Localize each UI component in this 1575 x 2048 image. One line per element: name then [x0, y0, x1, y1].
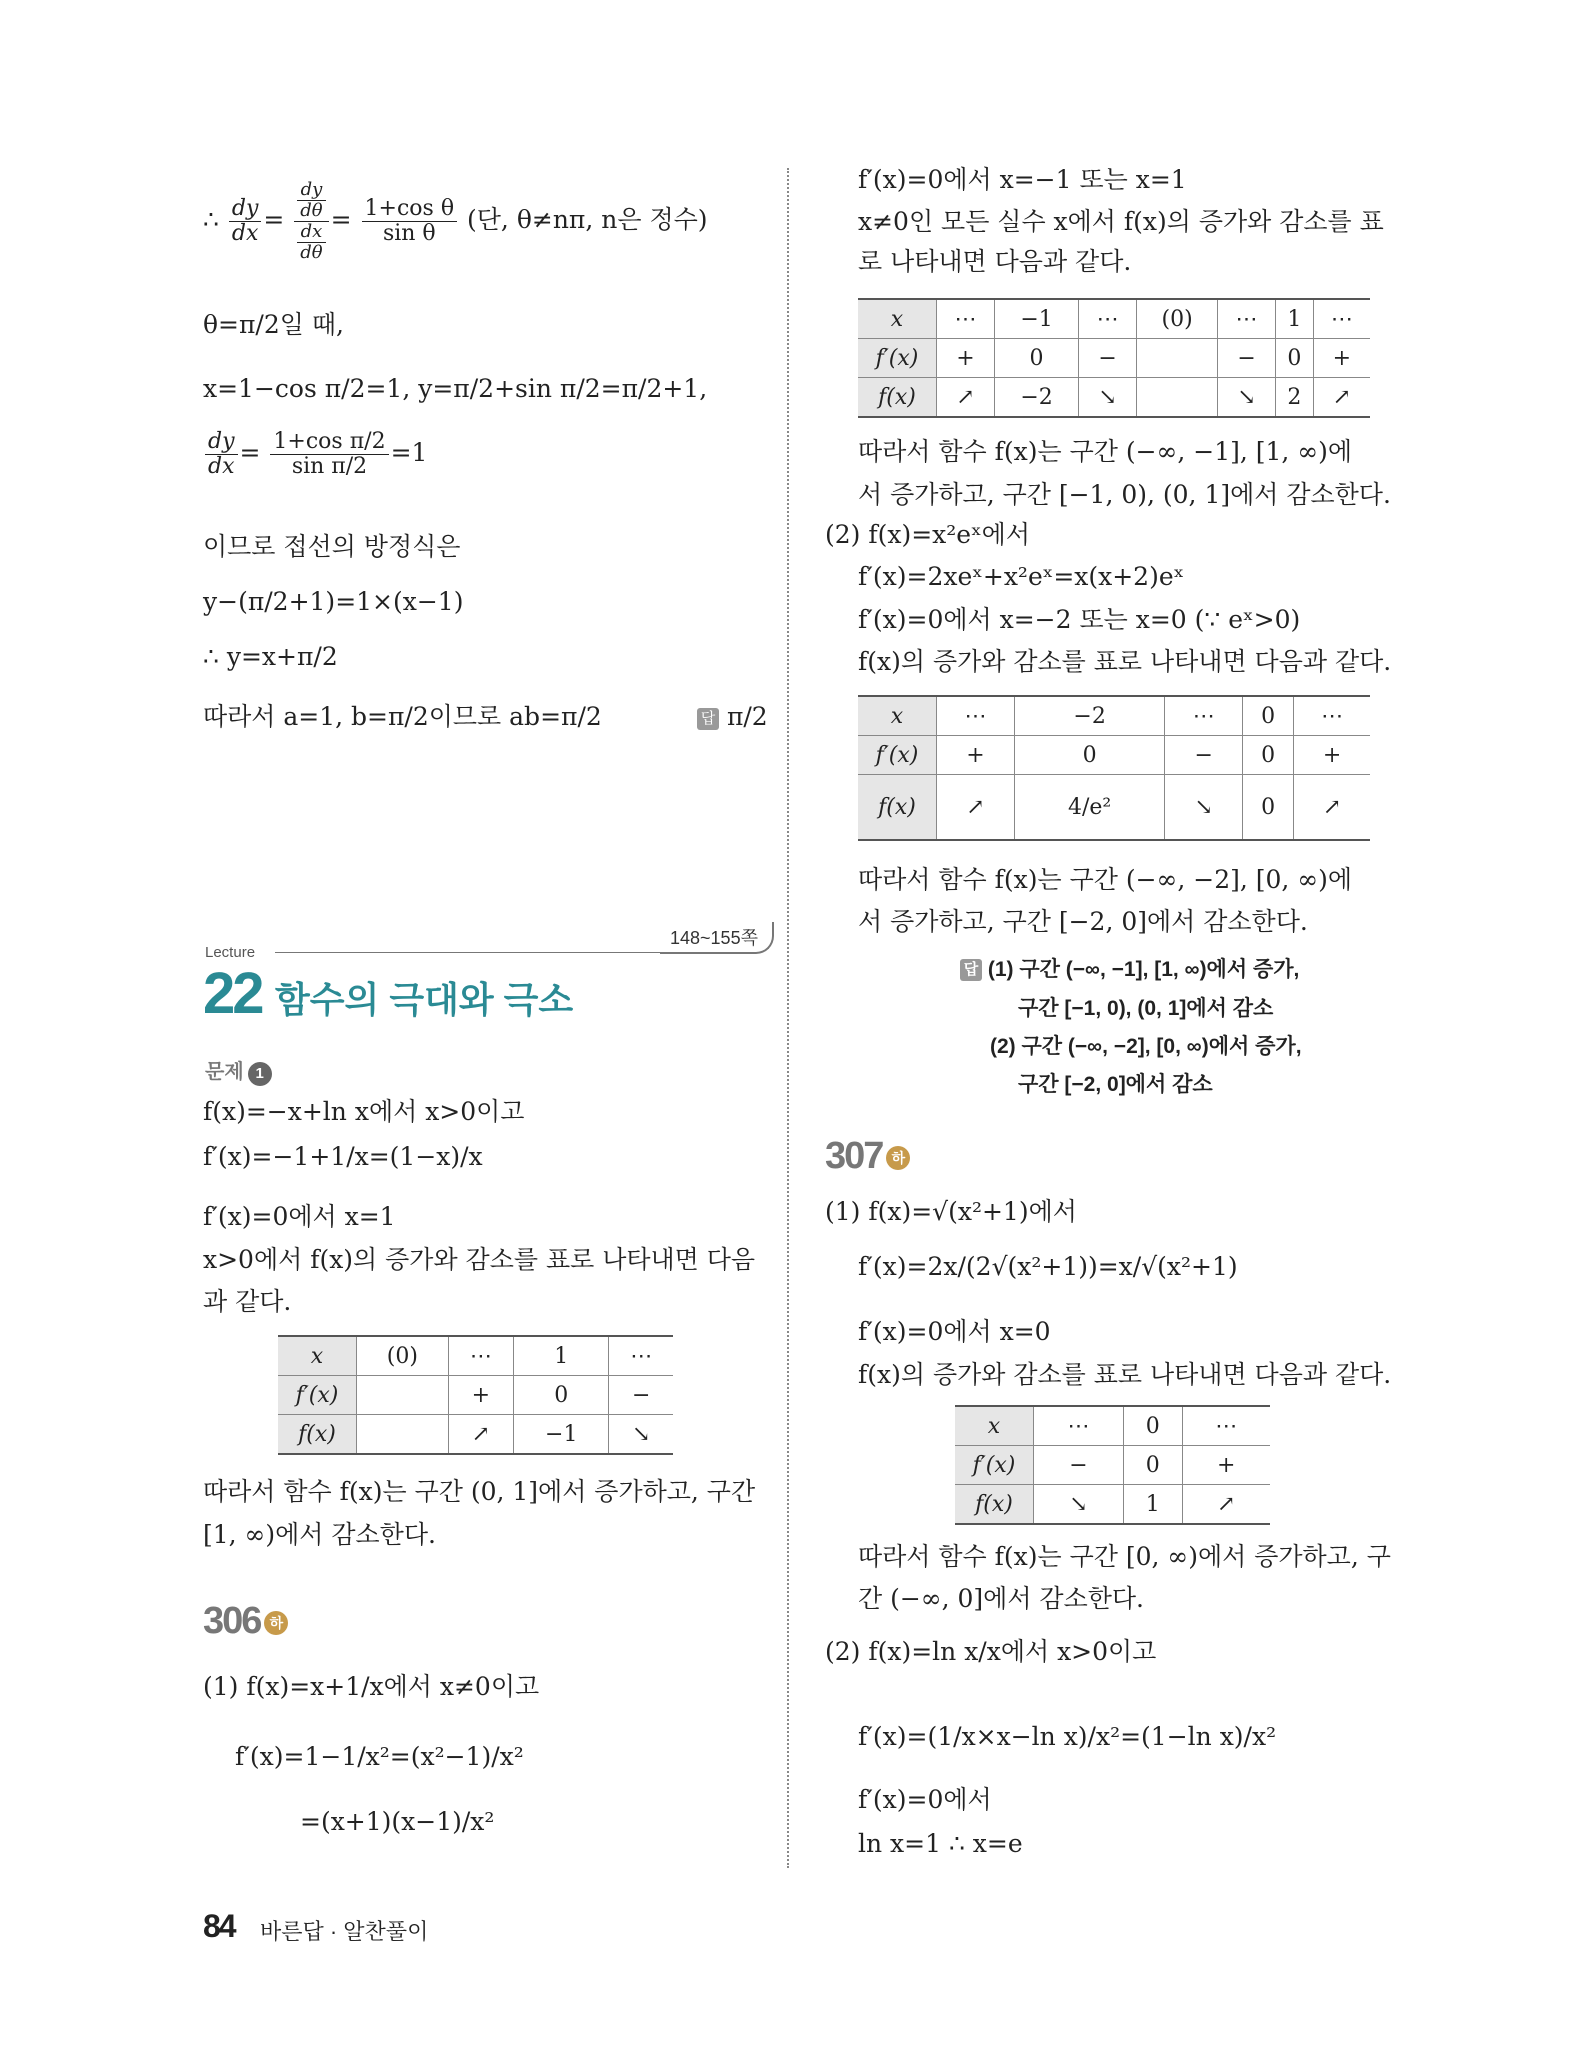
prob1-line3: f′(x)=0에서 x=1 — [203, 1202, 396, 1231]
problem-306-number: 306 하 — [203, 1600, 288, 1643]
prob1-concl2: [1, ∞)에서 감소한다. — [203, 1520, 436, 1549]
p307-p2-line2: f′(x)=(1/x×x−ln x)/x²=(1−ln x)/x² — [858, 1722, 1277, 1751]
prob1-line1: f(x)=−x+ln x에서 x>0이고 — [203, 1097, 525, 1126]
table-row: f′(x) + 0 − — [278, 1376, 673, 1415]
tangent-intro: 이므로 접선의 방정식은 — [203, 532, 461, 561]
xy-line: x=1−cos π/2=1, y=π/2+sin π/2=π/2+1, — [203, 374, 708, 403]
p307-p2-line1: (2) f(x)=ln x/x에서 x>0이고 — [825, 1637, 1157, 1666]
eq-dydx: ∴ $\frac{dy}{dx}$ = $\frac{dy}{d\theta}$ $\frac{dx}{d\theta}$ = $\frac{\text{1+cos θ}}{\text{sin θ}}$ (단, θ≠nπ, n은 정수) — [203, 179, 708, 263]
right-table1 — [858, 298, 1370, 418]
footer-title: 바른답 · 알찬풀이 — [260, 1919, 429, 1944]
p307-concl1: 따라서 함수 f(x)는 구간 [0, ∞)에서 증가하고, 구 — [858, 1542, 1391, 1571]
problem-307-number: 307 하 — [825, 1135, 910, 1178]
prob1-line5: 과 같다. — [203, 1287, 292, 1316]
prob1-table — [278, 1335, 673, 1455]
p307-p2-line4: ln x=1 ∴ x=e — [858, 1829, 1023, 1858]
right-concl1b: 서 증가하고, 구간 [−1, 0), (0, 1]에서 감소한다. — [858, 480, 1391, 509]
problem-number-icon: 1 — [248, 1062, 272, 1086]
table-row: x ⋯ −1 ⋯ (0) ⋯ 1 ⋯ — [858, 299, 1370, 339]
right-concl2a: 따라서 함수 f(x)는 구간 (−∞, −2], [0, ∞)에 — [858, 865, 1353, 894]
p307-p2-line3: f′(x)=0에서 — [858, 1785, 992, 1814]
final-line: 따라서 a=1, b=π/2이므로 ab=π/2 — [203, 702, 602, 731]
p307-line4: f(x)의 증가와 감소를 표로 나타내면 다음과 같다. — [858, 1360, 1392, 1389]
right-table2 — [858, 695, 1370, 841]
table-row: f′(x) − 0 + — [955, 1446, 1270, 1485]
table-row: f(x) ↗ −2 ↘ ↘ 2 ↗ — [858, 378, 1370, 418]
answer-mark-icon: 답 — [697, 708, 719, 730]
table-row: x (0) ⋯ 1 ⋯ — [278, 1336, 673, 1376]
tangent-eq: y−(π/2+1)=1×(x−1) — [203, 587, 464, 616]
final-answer: 답 π/2 — [697, 700, 768, 734]
table-row: f′(x) + 0 − − 0 + — [858, 339, 1370, 378]
right-line3: 로 나타내면 다음과 같다. — [858, 247, 1132, 276]
p307-line3: f′(x)=0에서 x=0 — [858, 1317, 1051, 1346]
right-concl1a: 따라서 함수 f(x)는 구간 (−∞, −1], [1, ∞)에 — [858, 437, 1353, 466]
column-divider — [787, 168, 789, 1868]
answer-block-2b: 구간 [−2, 0]에서 감소 — [1018, 1073, 1213, 1096]
answer-block-1b: 구간 [−1, 0), (0, 1]에서 감소 — [1018, 997, 1274, 1020]
p306-line1: (1) f(x)=x+1/x에서 x≠0이고 — [203, 1672, 540, 1701]
difficulty-badge: 하 — [886, 1146, 910, 1170]
right-p2-line3: f′(x)=0에서 x=−2 또는 x=0 (∵ eˣ>0) — [858, 605, 1301, 634]
theta-line: θ=π/2일 때, — [203, 310, 344, 339]
right-line1: f′(x)=0에서 x=−1 또는 x=1 — [858, 165, 1187, 194]
lecture-label: Lecture — [205, 944, 256, 961]
table-row: x ⋯ −2 ⋯ 0 ⋯ — [858, 696, 1370, 736]
difficulty-badge: 하 — [264, 1611, 288, 1635]
table-row: f(x) ↗ −1 ↘ — [278, 1415, 673, 1455]
right-concl2b: 서 증가하고, 구간 [−2, 0]에서 감소한다. — [858, 907, 1308, 936]
prob1-line4: x>0에서 f(x)의 증가와 감소를 표로 나타내면 다음 — [203, 1245, 756, 1274]
table-row: f′(x) + 0 − 0 + — [858, 736, 1370, 775]
tangent-result: ∴ y=x+π/2 — [203, 642, 338, 671]
p307-concl2: 간 (−∞, 0]에서 감소한다. — [858, 1584, 1144, 1613]
table-row: x ⋯ 0 ⋯ — [955, 1406, 1270, 1446]
table-row: f(x) ↗ 4/e² ↘ 0 ↗ — [858, 775, 1370, 841]
p307-line2: f′(x)=2x/(2√(x²+1))=x/√(x²+1) — [858, 1252, 1238, 1281]
lecture-title: 함수의 극대와 극소 — [275, 979, 574, 1020]
right-p2-line2: f′(x)=2xeˣ+x²eˣ=x(x+2)eˣ — [858, 562, 1185, 591]
page-number: 84 — [203, 1908, 235, 1944]
right-p2-line4: f(x)의 증가와 감소를 표로 나타내면 다음과 같다. — [858, 647, 1392, 676]
right-line2: x≠0인 모든 실수 x에서 f(x)의 증가와 감소를 표 — [858, 207, 1384, 236]
prob1-line2: f′(x)=−1+1/x=(1−x)/x — [203, 1142, 483, 1171]
answer-block-1a: 답 (1) 구간 (−∞, −1], [1, ∞)에서 증가, — [960, 953, 1299, 987]
p306-line3: =(x+1)(x−1)/x² — [300, 1807, 495, 1836]
right-p2-line1: (2) f(x)=x²eˣ에서 — [825, 520, 1030, 549]
p307-table — [955, 1405, 1270, 1525]
p306-line2: f′(x)=1−1/x²=(x²−1)/x² — [235, 1742, 524, 1771]
deriv-line: $\frac{dy}{dx}$ = $\frac{\text{1+cos π/2}}{\text{sin π/2}}$ =1 — [203, 430, 427, 479]
lecture-pages: 148~155쪽 — [660, 922, 774, 954]
problem-label: 문제 1 — [205, 1055, 272, 1086]
table-row: f(x) ↘ 1 ↗ — [955, 1485, 1270, 1525]
answer-mark-icon: 답 — [960, 959, 982, 981]
p307-line1: (1) f(x)=√(x²+1)에서 — [825, 1197, 1077, 1226]
prob1-concl1: 따라서 함수 f(x)는 구간 (0, 1]에서 증가하고, 구간 — [203, 1477, 756, 1506]
answer-block-2a: (2) 구간 (−∞, −2], [0, ∞)에서 증가, — [990, 1035, 1302, 1058]
lecture-number: 22 — [203, 961, 262, 1026]
